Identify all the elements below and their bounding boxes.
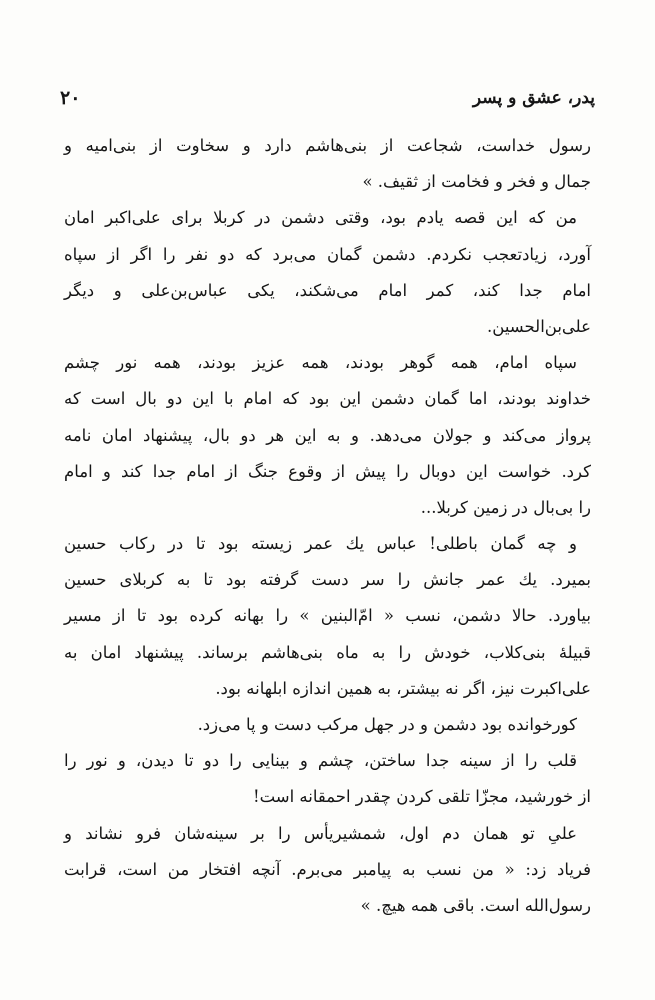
text-line: پرواز می‌کند و جولان می‌دهد. و به این هر دو بال، پیشنهاد امان نامه xyxy=(64,425,591,445)
text-line: کورخوانده بود دشمن و در جهل مرکب دست و پا می‌زد. xyxy=(197,715,577,734)
text-line: از خورشید، مجزّا تلقی کردن چقدر احمقانه است! xyxy=(252,787,591,807)
text-line: علی‌بن‌الحسین. xyxy=(487,316,591,336)
text-line: فریاد زد: « من نسب به پیامبر می‌برم. آنچه افتخار من است، قرابت xyxy=(64,859,591,879)
text-line: قبیلهٔ بنی‌کلاب، خودش را به ماه بنی‌هاشم برساند. پیشنهاد امان به xyxy=(64,642,591,662)
text-line: سپاه امام، همه گوهر بودند، همه عزیز بودند، همه نور چشم xyxy=(64,353,577,373)
text-line: را بی‌بال در زمین کربلا... xyxy=(420,497,591,517)
text-line: بمیرد. یك عمر جانش را سر دست گرفته بود تا به کربلای حسین xyxy=(64,570,591,590)
text-line: من که این قصه یادم بود، وقتی دشمن در کربلا برای علی‌اکبر امان xyxy=(64,208,577,228)
text-line: و چه گمان باطلی! عباس یك عمر زیسته بود تا در رکاب حسین xyxy=(64,534,577,554)
text-line: علیِ تو همان دم اول، شمشیریأس را بر سینه‌شان فرو نشاند و xyxy=(64,823,577,843)
text-line: رسول خداست، شجاعت از بنی‌هاشم دارد و سخاوت از بنی‌امیه و xyxy=(64,136,591,155)
text-line: کرد. خواست این دوبال را پیش از وقوع جنگ از امام جدا کند و امام xyxy=(64,461,591,481)
text-line: جمال و فخر و فخامت از ثقیف. » xyxy=(362,172,591,192)
text-line: امام جدا کند، کمر امام می‌شکند، یکی عباس‌بن‌علی و دیگر xyxy=(64,280,591,300)
text-line: خداوند بودند، اما گمان دشمن این بود که امام با این دو بال است که xyxy=(64,389,591,409)
running-title: پدر، عشق و پسر xyxy=(472,88,595,108)
text-line: آورد، زیادتعجب نکردم. دشمن گمان می‌برد که دو نفر را اگر از سپاه xyxy=(64,244,591,264)
text-line: رسول‌الله است. باقی همه هیچ. » xyxy=(360,895,591,915)
page-number: ۲۰ xyxy=(60,87,81,109)
text-line: قلب را از سینه جدا ساختن، چشم و بینایی را دو تا دیدن، و نور را xyxy=(64,751,577,771)
text-line: علی‌اکبرت نیز، اگر نه بیشتر، به همین اندازه ابلهانه بود. xyxy=(215,678,591,698)
page-header xyxy=(60,84,595,112)
text-line: بیاورد. حالا دشمن، نسب « امّ‌البنین » را بهانه کرده بود تا از مسیر xyxy=(64,606,591,626)
body-text xyxy=(64,128,591,924)
